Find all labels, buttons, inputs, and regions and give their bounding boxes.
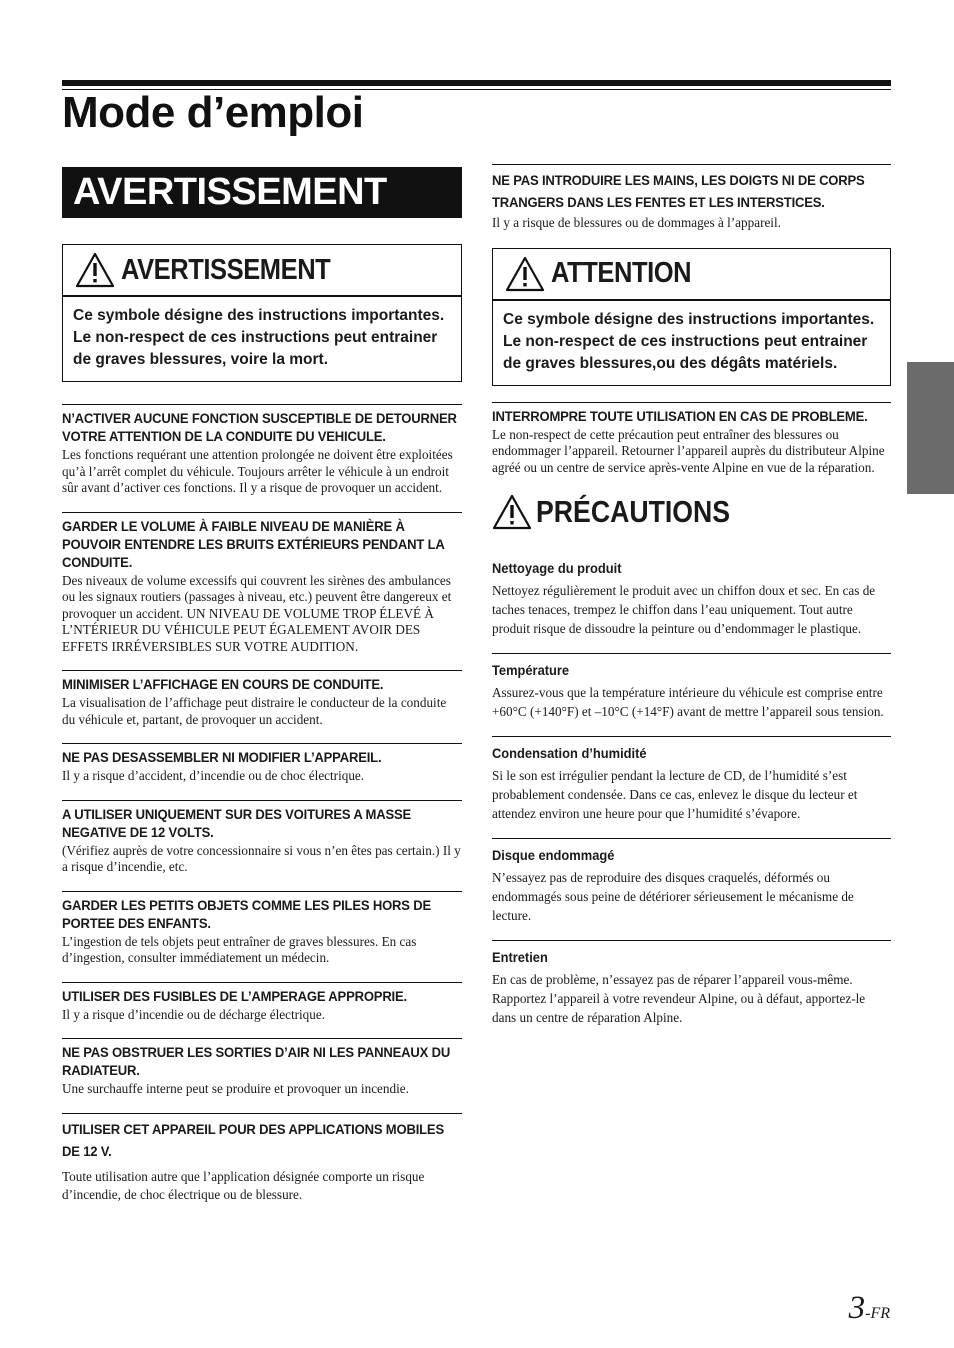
section-heading: GARDER LE VOLUME À FAIBLE NIVEAU DE MANIÈRE À POUVOIR ENTENDRE LES BRUITS EXTÉRIEURS PENDANT LA CONDUITE.: [62, 518, 445, 571]
precaution-body: N’essayez pas de reproduire des disques craquelés, déformés ou endommagés sous peine de détériorer sérieusement le mécanisme de lecture.: [492, 870, 854, 923]
section-heading: INTERROMPRE TOUTE UTILISATION EN CAS DE PROBLEME.: [492, 408, 868, 425]
section-body: Toute utilisation autre que l’application désignée comporte un risque d’incendie, de choc électrique ou de blessure.: [62, 1168, 425, 1202]
section-heading: MINIMISER L’AFFICHAGE EN COURS DE CONDUITE.: [62, 677, 384, 693]
warning-section: [492, 402, 891, 477]
warning-box-text: Ce symbole désigne des instructions importantes. Le non-respect de ces instructions peut entrainer de graves blessures, voire la mort.: [73, 307, 445, 368]
section-body: Il y a risque de blessures ou de dommages à l’appareil.: [492, 215, 781, 230]
section-body: Le non-respect de cette précaution peut entraîner des blessures ou endommager l’appareil. Retourner l’appareil auprès du distributeur Alpine agréé ou un centre de service après-vente Alpine en vue de la réparation.: [492, 426, 885, 475]
warning-section: [62, 982, 462, 1024]
language-side-tab: [907, 362, 954, 494]
precaution-body: Si le son est irrégulier pendant la lecture de CD, de l’humidité s’est probablement condensée. Dans ce cas, enlevez le disque du lecteur et attendez environ une heure pour que l’humidité s’évapore.: [492, 768, 858, 821]
attention-box-text: Ce symbole désigne des instructions importantes. Le non-respect de ces instructions peut entrainer de graves blessures,ou des dégâts matériels.: [503, 310, 875, 372]
section-body: (Vérifiez auprès de votre concessionnaire si vous n’en êtes pas certain.) Il y a risque d’incendie, etc.: [62, 842, 461, 874]
section-heading: NE PAS OBSTRUER LES SORTIES D’AIR NI LES PANNEAUX DU RADIATEUR.: [62, 1045, 451, 1079]
page-title: Mode d’emploi: [62, 88, 364, 137]
attention-box-header: [493, 249, 890, 301]
precaution-item: [492, 560, 891, 638]
section-heading: UTILISER CET APPAREIL POUR DES APPLICATIONS MOBILES DE 12 V.: [62, 1121, 444, 1160]
section-heading: A UTILISER UNIQUEMENT SUR DES VOITURES A MASSE NEGATIVE DE 12 VOLTS.: [62, 806, 412, 841]
precaution-heading: Condensation d’humidité: [492, 745, 647, 761]
warning-section: [62, 670, 462, 728]
section-body: Une surchauffe interne peut se produire et provoquer un incendie.: [62, 1081, 409, 1096]
page-number-suffix: -FR: [865, 1305, 890, 1322]
precaution-item: [492, 838, 891, 925]
warning-section: [62, 1113, 462, 1204]
section-heading: N’ACTIVER AUCUNE FONCTION SUSCEPTIBLE DE DETOURNER VOTRE ATTENTION DE LA CONDUITE DU VEHICULE.: [62, 411, 457, 445]
warning-section: [62, 800, 462, 876]
right-column: [492, 164, 891, 1027]
section-heading: GARDER LES PETITS OBJETS COMME LES PILES HORS DE PORTEE DES ENFANTS.: [62, 897, 432, 932]
precautions-title: [492, 488, 891, 536]
section-heading: NE PAS DESASSEMBLER NI MODIFIER L’APPAREIL.: [62, 750, 382, 766]
page-number-value: 3: [848, 1290, 866, 1326]
precaution-body: En cas de problème, n’essayez pas de réparer l’appareil vous-même. Rapportez l’appareil à votre revendeur Alpine, ou à défaut, apportez-le dans un centre de réparation Alpine.: [492, 972, 866, 1025]
warning-box-label: AVERTISSEMENT: [121, 253, 331, 286]
precaution-heading: Température: [492, 662, 570, 678]
warning-triangle-icon: [75, 252, 115, 288]
attention-box: [492, 248, 891, 386]
section-body: Il y a risque d’incendie ou de décharge électrique.: [62, 1006, 326, 1022]
warning-section: [62, 404, 462, 497]
section-heading: UTILISER DES FUSIBLES DE L’AMPERAGE APPROPRIE.: [62, 988, 407, 1005]
precaution-heading: Nettoyage du produit: [492, 560, 622, 576]
section-body: L’ingestion de tels objets peut entraîner de graves blessures. En cas d’ingestion, consulter immédiatement un médecin.: [62, 933, 417, 965]
precaution-heading: Entretien: [492, 949, 548, 965]
section-body: La visualisation de l’affichage peut distraire le conducteur de la conduite du véhicule et, partant, de provoquer un accident.: [62, 695, 447, 727]
top-rule: [62, 80, 891, 86]
precaution-body: Nettoyez régulièrement le produit avec un chiffon doux et sec. En cas de taches tenaces, trempez le chiffon dans l’eau uniquement. Tout autre produit risque de dissoudre la peinture ou d’endommager le plastique.: [492, 583, 876, 636]
warning-triangle-icon: [505, 256, 545, 292]
warning-box: [62, 244, 462, 382]
precaution-item: [492, 653, 891, 721]
precaution-body: Assurez-vous que la température intérieure du véhicule est comprise entre +60°C (+140°F) et –10°C (+14°F) avant de mettre l’appareil sous tension.: [492, 685, 884, 719]
warning-section: [62, 1038, 462, 1098]
warning-triangle-icon: [492, 494, 532, 530]
section-body: Des niveaux de volume excessifs qui couvrent les sirènes des ambulances ou les signaux routiers (passages à niveau, etc.) peuvent être dangereux et provoquer un accident. UN NIVEAU DE VOLUME TROP ÉLEVÉ À L’NTÉRIEUR DU VÉHICULE PEUT ÉGALEMENT AVOIR DES EFFETS IRRÉVERSIBLES SUR VOTRE AUDITION.: [62, 572, 452, 654]
attention-box-label: ATTENTION: [551, 257, 692, 289]
precaution-heading: Disque endommagé: [492, 847, 615, 863]
section-banner: AVERTISSEMENT: [62, 167, 462, 218]
warning-section: [62, 512, 462, 656]
warning-section: [62, 891, 462, 967]
section-body: Les fonctions requérant une attention prolongée ne doivent être exploitées qu’à l’arrêt complet du véhicule. Toujours arrêter le véhicule à un endroit sûr avant d’activer ces fonctions. Il y a risque de provoquer un accident.: [62, 447, 453, 495]
section-body: Il y a risque d’accident, d’incendie ou de choc électrique.: [62, 768, 365, 783]
warning-section: [62, 743, 462, 785]
warning-section: [492, 164, 891, 232]
left-column: [62, 244, 462, 1204]
page-number: [849, 1290, 890, 1327]
precaution-item: [492, 736, 891, 823]
precautions-label: PRÉCAUTIONS: [536, 494, 731, 529]
precaution-item: [492, 940, 891, 1027]
section-heading: NE PAS INTRODUIRE LES MAINS, LES DOIGTS NI DE CORPS TRANGERS DANS LES FENTES ET LES INTERSTICES.: [492, 173, 865, 211]
warning-box-header: [63, 245, 461, 297]
